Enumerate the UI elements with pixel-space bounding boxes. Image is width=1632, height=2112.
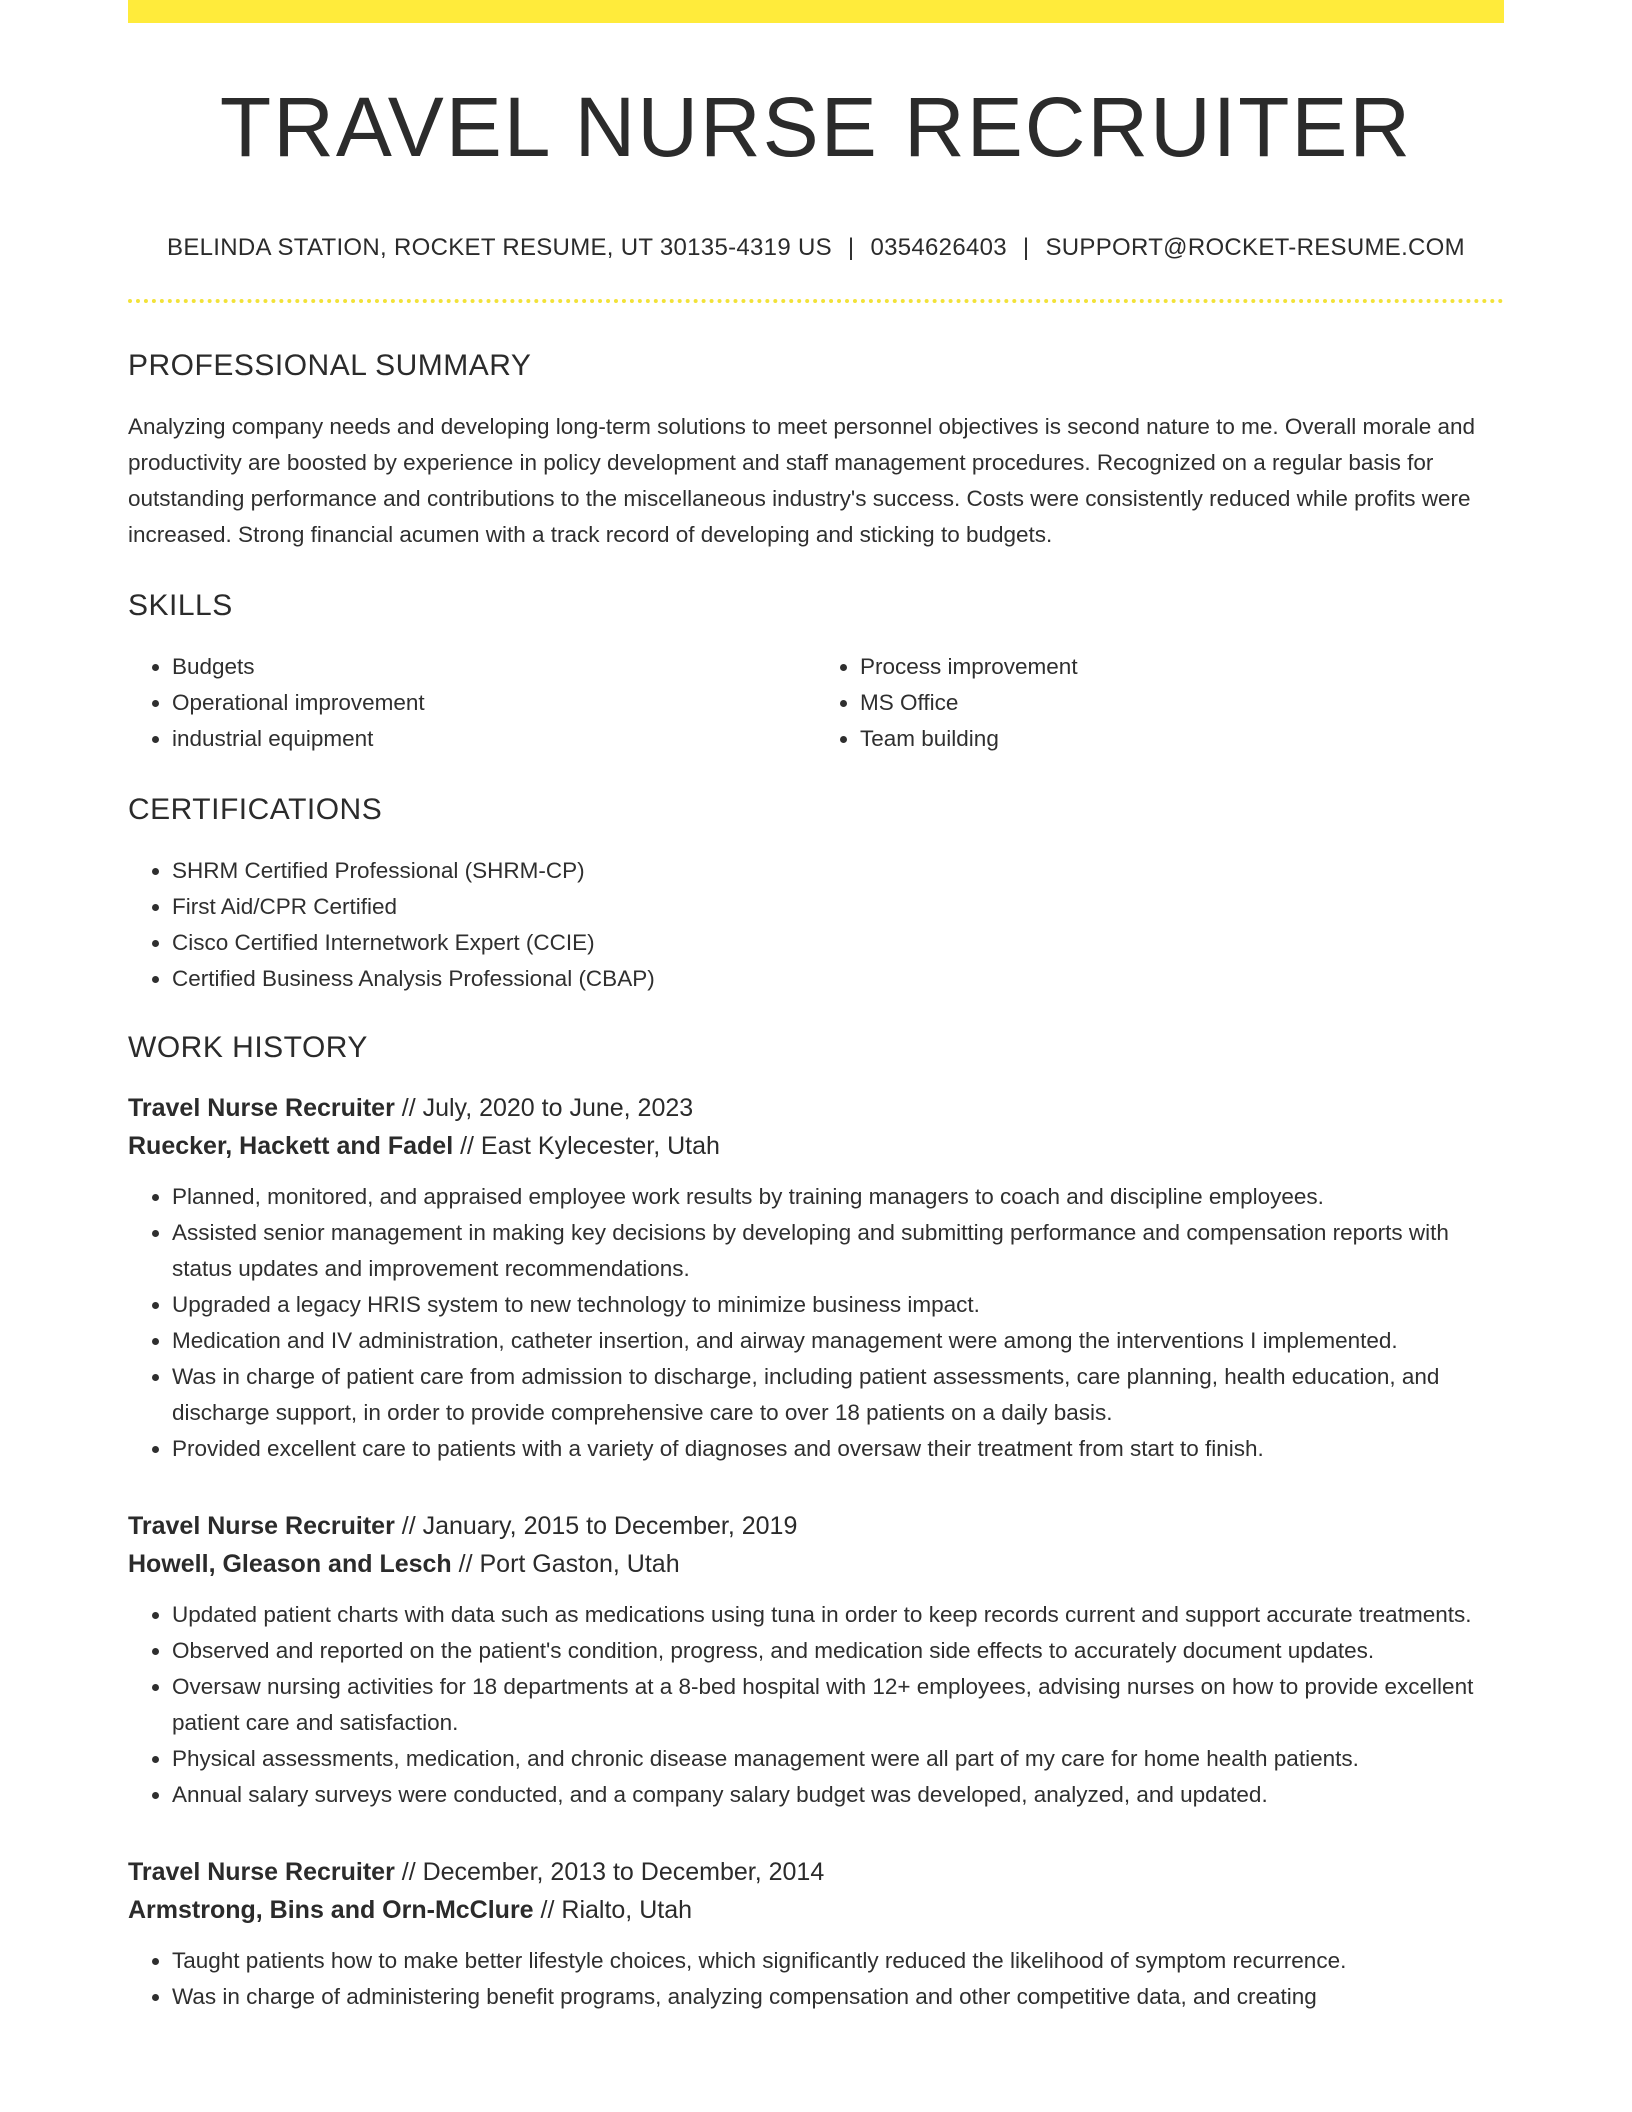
job-bullet: • Oversaw nursing activities for 18 departments at a 8-bed hospital with 12+ employees, advising nurses on how to provide excellent patient care and satisfaction. [172, 1669, 1504, 1741]
contact-separator: | [1022, 234, 1030, 261]
job-bullet: • Was in charge of administering benefit programs, analyzing compensation and other competitive data, and creating [172, 1979, 1504, 2015]
skill-item: • Team building [860, 721, 1504, 757]
certification-item: • SHRM Certified Professional (SHRM-CP) [172, 853, 1504, 889]
job-bullet: • Was in charge of patient care from admission to discharge, including patient assessments, care planning, health education, and discharge support, in order to provide comprehensive care to over 18 patients on a daily basis. [172, 1359, 1504, 1431]
skill-item: • Process improvement [860, 649, 1504, 685]
job-title-line [128, 1507, 1504, 1545]
job-company-line [128, 1545, 1504, 1583]
certification-item: • Certified Business Analysis Professional (CBAP) [172, 961, 1504, 997]
skills-heading: SKILLS [128, 589, 233, 622]
contact-email[interactable]: SUPPORT@ROCKET-RESUME.COM [1045, 234, 1465, 261]
skill-item: • Budgets [172, 649, 816, 685]
skill-item: • industrial equipment [172, 721, 816, 757]
dotted-divider [128, 299, 1504, 303]
contact-line [128, 234, 1504, 262]
contact-phone[interactable]: 0354626403 [870, 234, 1007, 261]
job-bullet: • Updated patient charts with data such as medications using tuna in order to keep records current and support accurate treatments. [172, 1597, 1504, 1633]
certifications-list [128, 853, 1504, 997]
job-bullet: • Assisted senior management in making key decisions by developing and submitting performance and compensation reports with status updates and improvement recommendations. [172, 1215, 1504, 1287]
job-bullet: • Annual salary surveys were conducted, and a company salary budget was developed, analyzed, and updated. [172, 1777, 1504, 1813]
job-bullet: • Observed and reported on the patient's condition, progress, and medication side effects to accurately document updates. [172, 1633, 1504, 1669]
skill-item: • MS Office [860, 685, 1504, 721]
contact-address: BELINDA STATION, ROCKET RESUME, UT 30135-4319 US [167, 234, 832, 261]
job-role: Travel Nurse Recruiter [128, 1094, 395, 1122]
job-location: // East Kylecester, Utah [460, 1132, 720, 1160]
job-bullet: • Taught patients how to make better lifestyle choices, which significantly reduced the likelihood of symptom recurrence. [172, 1943, 1504, 1979]
job-bullet: • Provided excellent care to patients with a variety of diagnoses and oversaw their treatment from start to finish. [172, 1431, 1504, 1467]
summary-heading: PROFESSIONAL SUMMARY [128, 349, 532, 382]
job-title-line [128, 1853, 1504, 1891]
job-company: Howell, Gleason and Lesch [128, 1550, 452, 1578]
job-bullet: • Upgraded a legacy HRIS system to new technology to minimize business impact. [172, 1287, 1504, 1323]
job-entry [128, 1507, 1504, 1813]
job-dates: // December, 2013 to December, 2014 [401, 1858, 825, 1886]
job-bullet: • Medication and IV administration, catheter insertion, and airway management were among the interventions I implemented. [172, 1323, 1504, 1359]
candidate-name: TRAVEL NURSE RECRUITER [219, 80, 1413, 174]
job-location: // Rialto, Utah [540, 1896, 692, 1924]
skills-list-right [816, 649, 1504, 757]
job-bullet: • Physical assessments, medication, and chronic disease management were all part of my care for home health patients. [172, 1741, 1504, 1777]
job-title-line [128, 1089, 1504, 1127]
job-bullet: • Planned, monitored, and appraised employee work results by training managers to coach and discipline employees. [172, 1179, 1504, 1215]
job-company: Armstrong, Bins and Orn-McClure [128, 1896, 534, 1924]
job-role: Travel Nurse Recruiter [128, 1512, 395, 1540]
job-bullets [128, 1943, 1504, 2015]
job-entry [128, 1853, 1504, 2015]
job-company: Ruecker, Hackett and Fadel [128, 1132, 454, 1160]
skills-list-left [128, 649, 816, 757]
certification-item: • Cisco Certified Internetwork Expert (CCIE) [172, 925, 1504, 961]
skills-grid [128, 649, 1504, 757]
job-dates: // July, 2020 to June, 2023 [401, 1094, 694, 1122]
job-entry [128, 1089, 1504, 1467]
job-bullets [128, 1597, 1504, 1813]
job-company-line [128, 1891, 1504, 1929]
job-location: // Port Gaston, Utah [458, 1550, 680, 1578]
contact-separator: | [847, 234, 855, 261]
job-bullets [128, 1179, 1504, 1467]
certifications-heading: CERTIFICATIONS [128, 793, 383, 826]
work-history-heading: WORK HISTORY [128, 1031, 368, 1064]
resume-page [128, 0, 1504, 2015]
job-role: Travel Nurse Recruiter [128, 1858, 395, 1886]
skill-item: • Operational improvement [172, 685, 816, 721]
job-dates: // January, 2015 to December, 2019 [401, 1512, 798, 1540]
accent-top-bar [128, 0, 1504, 23]
summary-text: Analyzing company needs and developing long-term solutions to meet personnel objectives is second nature to me. Overall morale and productivity are boosted by experience in policy development and staff management procedures. Recognized on a regular basis for outstanding performance and contributions to the miscellaneous industry's success. Costs were consistently reduced while profits were increased. Strong financial acumen with a track record of developing and sticking to budgets. [128, 414, 1476, 547]
job-company-line [128, 1127, 1504, 1165]
certification-item: • First Aid/CPR Certified [172, 889, 1504, 925]
